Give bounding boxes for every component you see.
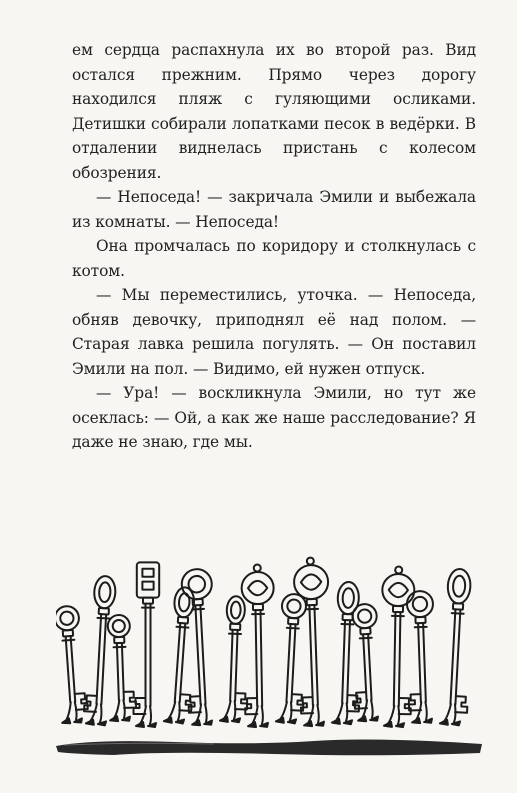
- text-block: [72, 38, 476, 455]
- key-drawing: [106, 615, 136, 722]
- key-drawing: [350, 604, 383, 722]
- paragraph-4: — Мы переместились, уточка. — Непоседа, обняв девочку, приподнял её над полом. — Старая лавка решила погулять. — Он поставил Эмили на пол. — Видимо, ей нужен отпуск.: [72, 286, 476, 378]
- paragraph-2: — Непоседа! — закричала Эмили и выбежала из комнаты. — Непоседа!: [72, 188, 476, 231]
- paragraph-3: Она промчалась по коридору и столкнулась с котом.: [72, 237, 476, 280]
- key-drawing: [440, 568, 475, 725]
- ground-strip: [54, 736, 484, 758]
- key-drawing: [134, 562, 160, 727]
- paragraph-1: ем сердца распахнула их во второй раз. Вид остался прежним. Прямо через дорогу находился пляж с гуляющими осликами. Детишки собирали лопатками песок в ведёрки. В отдалении виднелась пристань с колесом обозрения.: [72, 41, 476, 182]
- keys-illustration: [56, 540, 476, 740]
- key-drawing: [241, 564, 276, 727]
- paragraph-5: — Ура! — воскликнула Эмили, но тут же осеклась: — Ой, а как же наше расследование? Я даже не знаю, где мы.: [72, 384, 476, 451]
- key-drawing: [405, 591, 437, 724]
- key-drawing: [380, 566, 415, 727]
